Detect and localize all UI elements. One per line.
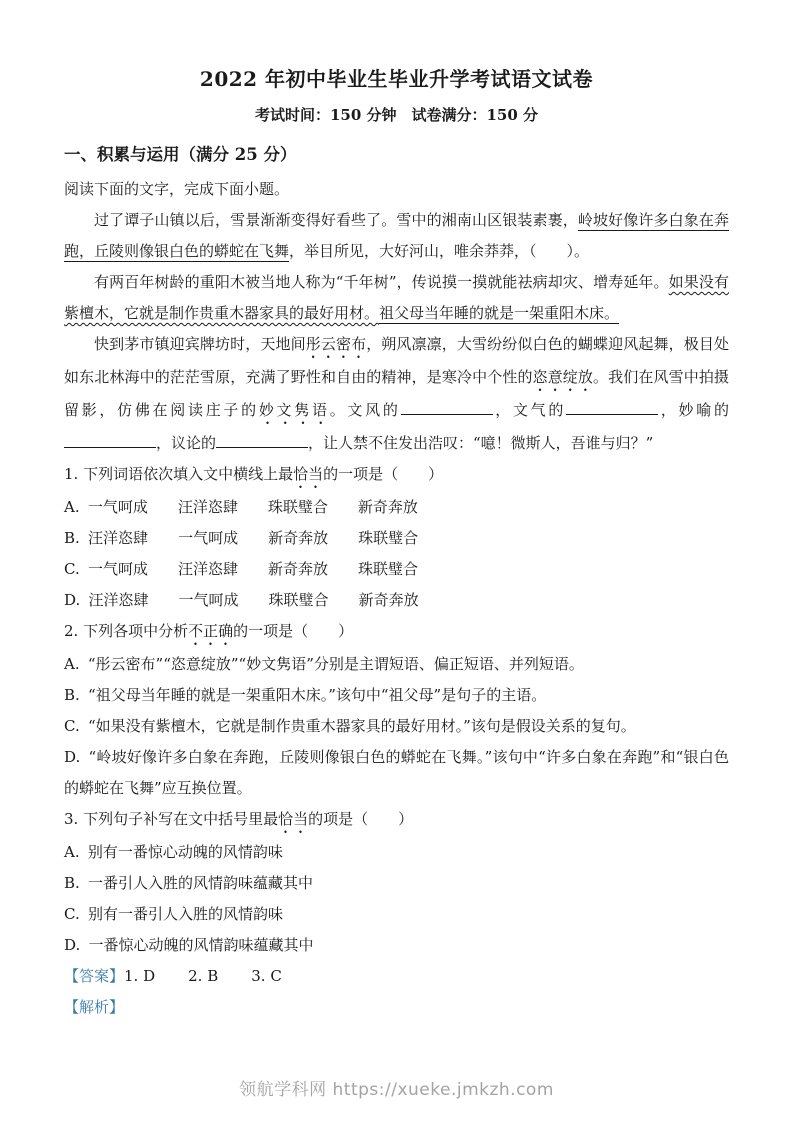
- option-row: [64, 742, 729, 804]
- answer-label: 【答案】: [64, 967, 125, 985]
- emphasized-text: 妙文隽语: [258, 401, 330, 419]
- option-label: D.: [64, 936, 81, 954]
- option-row: [64, 837, 729, 868]
- option-phrase: 一气呵成: [178, 591, 239, 609]
- stem-text: 的一项是（ ）: [233, 622, 354, 640]
- passage-paragraph-2: [64, 267, 729, 329]
- option-label: A.: [64, 655, 80, 673]
- option-label: D.: [64, 748, 81, 766]
- analysis-row: [64, 992, 729, 1023]
- fill-in-blank: [216, 432, 308, 448]
- option-row: [64, 930, 729, 961]
- passage-paragraph-1: [64, 205, 729, 267]
- wavy-underlined-text: 如果没有紫檀木，它就是制作贵重木器家具的最好用材。: [64, 273, 729, 322]
- stem-text: 的一项是（ ）: [323, 465, 444, 483]
- question-block-1: [64, 459, 729, 616]
- option-phrase: 汪洋恣肆: [177, 498, 238, 516]
- passage-text: ，妙喻的: [658, 401, 729, 419]
- question-stem: [64, 804, 729, 837]
- option-label: B.: [64, 529, 80, 547]
- option-phrase: 汪洋恣肆: [88, 591, 149, 609]
- option-phrase: 新奇奔放: [268, 560, 329, 578]
- option-label: A.: [64, 843, 80, 861]
- option-row: [64, 523, 729, 554]
- passage-text: ，举目所见，大好河山，唯余莽莽，（ ）。: [289, 242, 590, 260]
- page-title: 2022 年初中毕业生毕业升学考试语文试卷: [199, 67, 594, 91]
- stem-text: 3. 下列句子补写在文中括号里最: [64, 810, 279, 828]
- option-phrase: 新奇奔放: [268, 529, 329, 547]
- option-row: [64, 649, 729, 680]
- option-text: “如果没有紫檀木，它就是制作贵重木器家具的最好用材。”该句是假设关系的复句。: [87, 717, 636, 735]
- option-label: C.: [64, 560, 80, 578]
- stem-emphasized-text: 恰当: [293, 465, 324, 483]
- option-row: [64, 711, 729, 742]
- option-phrase: 一气呵成: [178, 529, 239, 547]
- option-phrase: 珠联璧合: [358, 560, 419, 578]
- section-heading: 一、积累与运用（满分 25 分）: [64, 145, 297, 164]
- fill-in-blank: [566, 399, 658, 415]
- passage-text: 有两百年树龄的重阳木被当地人称为“千年树”，传说摸一摸就能祛病却灾、增寿延年。: [94, 273, 669, 291]
- option-text: 别有一番引人入胜的风情韵味: [87, 905, 283, 923]
- underlined-text: 祖父母当年睡的就是一架重阳木床。: [379, 304, 620, 322]
- passage-text: ，让人禁不住发出浩叹：“噫！微斯人，吾谁与归？”: [308, 434, 654, 452]
- question-block-2: [64, 616, 729, 804]
- answer-item: 1. D: [124, 967, 156, 985]
- analysis-label: 【解析】: [64, 998, 125, 1016]
- option-text: 别有一番惊心动魄的风情韵味: [87, 843, 283, 861]
- option-phrase: 一气呵成: [87, 498, 148, 516]
- answer-item: 3. C: [251, 967, 282, 985]
- stem-emphasized-text: 恰当: [278, 810, 309, 828]
- passage-text: 快到茅市镇迎宾牌坊时，天地间: [94, 335, 306, 353]
- option-label: B.: [64, 686, 80, 704]
- option-label: D.: [64, 591, 81, 609]
- question-stem: [64, 459, 729, 492]
- answer-row: [64, 961, 729, 992]
- option-text: 一番惊心动魄的风情韵味蕴藏其中: [88, 936, 314, 954]
- passage-text: ，议论的: [156, 434, 217, 452]
- option-label: C.: [64, 905, 80, 923]
- fill-in-blank: [401, 399, 493, 415]
- option-row: [64, 868, 729, 899]
- passage-text: 。我们在风雪中拍摄留影，仿佛在阅读庄子的: [64, 368, 729, 419]
- stem-text: 1. 下列词语依次填入文中横线上最: [64, 465, 294, 483]
- option-row: [64, 554, 729, 585]
- stem-text: 2. 下列各项中分析: [64, 622, 189, 640]
- watermark: 领航学科网 https://xueke.jmkzh.com: [239, 1080, 554, 1100]
- stem-emphasized-text: 不正确: [188, 622, 234, 640]
- passage-text: 过了谭子山镇以后，雪景渐渐变得好看些了。雪中的湘南山区银装素裹，: [94, 211, 578, 229]
- option-text: “岭坡好像许多白象在奔跑，丘陵则像银白色的蟒蛇在飞舞。”该句中“许多白象在奔跑”和“银白色的蟒蛇在飞舞”应互换位置。: [64, 748, 729, 797]
- option-phrase: 珠联璧合: [268, 591, 329, 609]
- option-phrase: 珠联璧合: [358, 529, 419, 547]
- underlined-text: 岭坡好像许多白象在奔跑，丘陵则像银白色的蟒蛇在飞舞: [64, 211, 729, 260]
- option-text: 一番引人入胜的风情韵味蕴藏其中: [88, 874, 314, 892]
- passage-text: 。文风的: [329, 401, 401, 419]
- option-row: [64, 585, 729, 616]
- option-row: [64, 680, 729, 711]
- question-block-3: [64, 804, 729, 961]
- passage-paragraph-3: [64, 329, 729, 459]
- option-phrase: 汪洋恣肆: [88, 529, 149, 547]
- exam-meta: 考试时间：150 分钟 试卷满分：150 分: [254, 106, 539, 124]
- emphasized-text: 彤云密布: [305, 335, 367, 353]
- option-phrase: 一气呵成: [87, 560, 148, 578]
- option-text: “彤云密布”“恣意绽放”“妙文隽语”分别是主谓短语、偏正短语、并列短语。: [87, 655, 584, 673]
- question-stem: [64, 616, 729, 649]
- option-label: B.: [64, 874, 80, 892]
- document-body: [64, 174, 729, 1023]
- answer-item: 2. B: [188, 967, 219, 985]
- option-row: [64, 492, 729, 523]
- passage-intro: 阅读下面的文字，完成下面小题。: [64, 180, 290, 198]
- stem-text: 的项是（ ）: [308, 810, 414, 828]
- option-row: [64, 899, 729, 930]
- passage-text: ，朔风凛凛，大雪纷纷似白色的蝴蝶迎风起舞，极目处如东北林海中的茫茫雪原，充满了野性和自由的精神，是寒冷中个性的: [64, 335, 729, 386]
- fill-in-blank: [64, 432, 156, 448]
- emphasized-text: 恣意绽放: [532, 368, 594, 386]
- option-label: A.: [64, 498, 80, 516]
- option-label: C.: [64, 717, 80, 735]
- option-phrase: 新奇奔放: [357, 498, 418, 516]
- option-phrase: 汪洋恣肆: [177, 560, 238, 578]
- option-text: “祖父母当年睡的就是一架重阳木床。”该句中“祖父母”是句子的主语。: [88, 686, 547, 704]
- option-phrase: 新奇奔放: [358, 591, 419, 609]
- passage-text: ，文气的: [492, 401, 567, 419]
- option-phrase: 珠联璧合: [267, 498, 328, 516]
